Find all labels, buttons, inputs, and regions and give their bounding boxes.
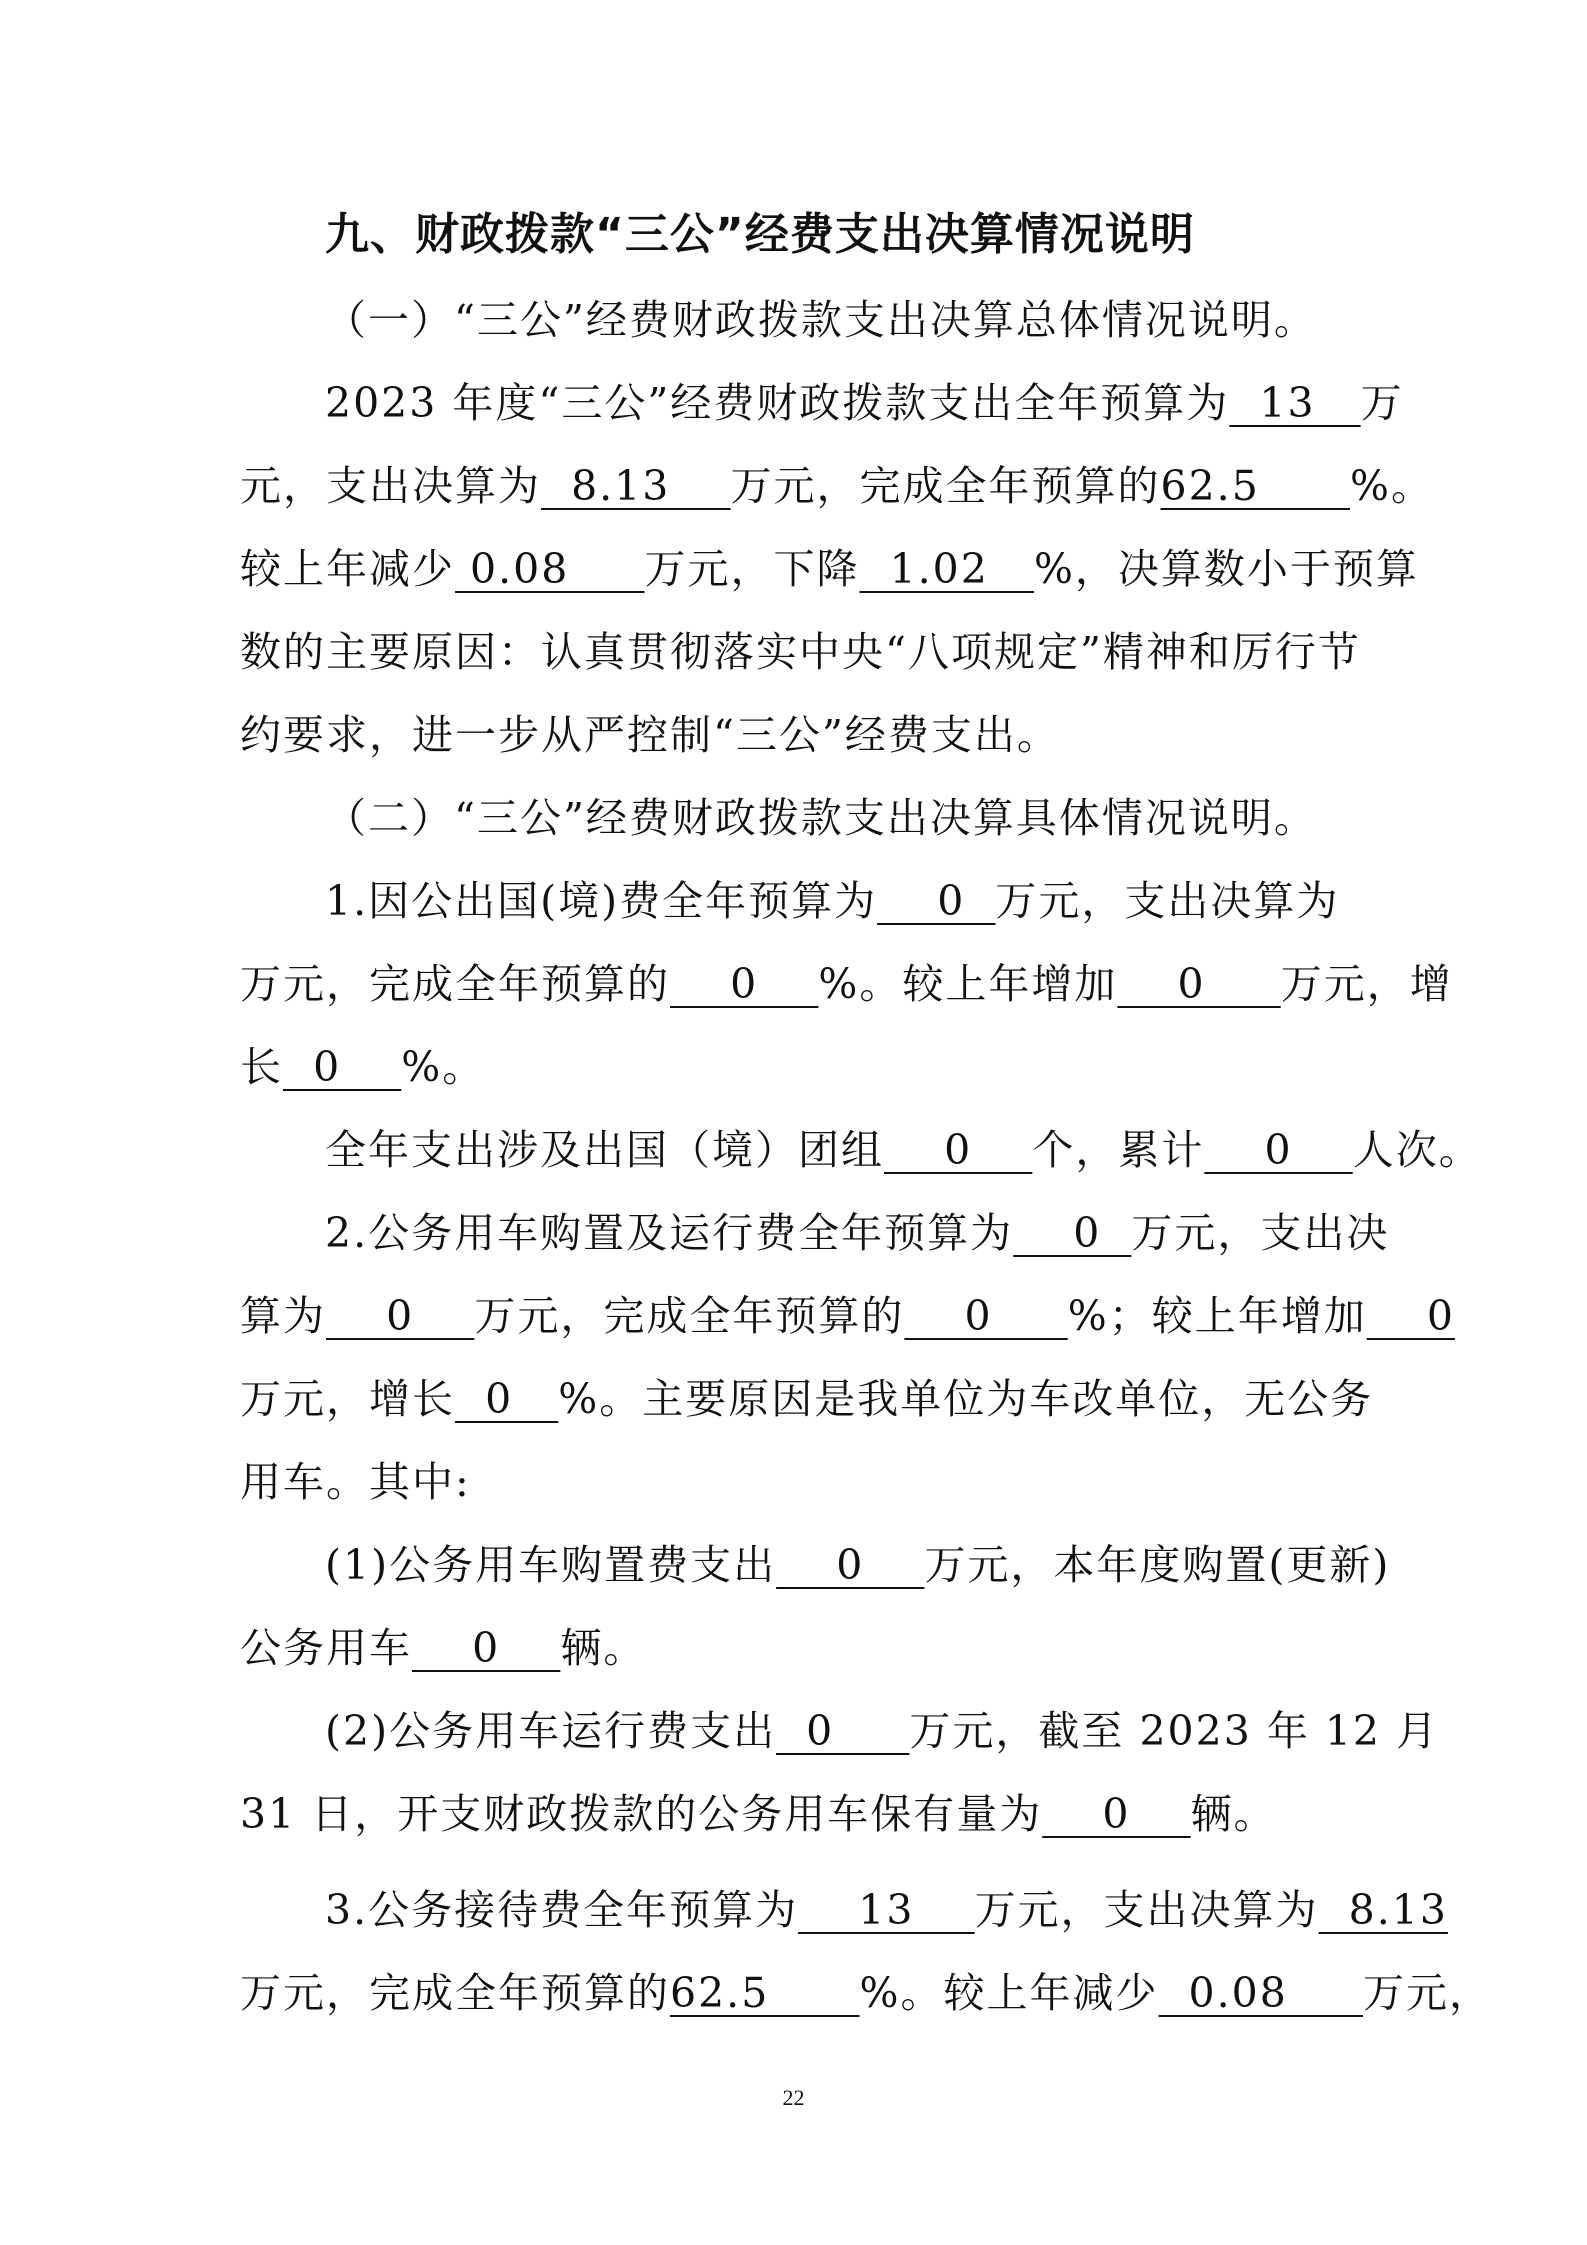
operating-cost: 0 bbox=[776, 1707, 910, 1755]
paragraph-line: (1)公务用车购置费支出 0 万元，本年度购置(更新) bbox=[325, 1541, 1391, 1589]
paragraph-line: 2023 年度“三公”经费财政拨款支出全年预算为 13 万 bbox=[325, 379, 1404, 427]
reception-spent: 8.13 bbox=[1318, 1886, 1448, 1934]
vehicle-spent: 0 bbox=[326, 1292, 475, 1340]
travel-increase: 0 bbox=[1117, 960, 1281, 1008]
vehicle-growth: 0 bbox=[455, 1375, 559, 1423]
vehicle-holdings: 0 bbox=[1042, 1790, 1191, 1838]
reception-decrease: 0.08 bbox=[1158, 1969, 1363, 2017]
travel-growth: 0 bbox=[283, 1043, 402, 1091]
paragraph-line: 元，支出决算为 8.13 万元，完成全年预算的62.5 %。 bbox=[240, 462, 1434, 510]
paragraph-line: 2.公务用车购置及运行费全年预算为 0 万元，支出决 bbox=[325, 1209, 1390, 1257]
paragraph-line: 31 日，开支财政拨款的公务用车保有量为 0 辆。 bbox=[240, 1790, 1277, 1838]
paragraph-line: 长 0 %。 bbox=[240, 1043, 486, 1091]
paragraph-line: 全年支出涉及出国（境）团组 0 个，累计 0 人次。 bbox=[325, 1126, 1482, 1174]
travel-pct: 0 bbox=[670, 960, 819, 1008]
group-count: 0 bbox=[884, 1126, 1033, 1174]
spent-value: 8.13 bbox=[541, 462, 731, 510]
paragraph-line: 公务用车 0 辆。 bbox=[240, 1624, 647, 1672]
decline-pct: 1.02 bbox=[859, 545, 1034, 593]
person-count: 0 bbox=[1204, 1126, 1353, 1174]
vehicle-increase: 0 bbox=[1366, 1292, 1455, 1340]
reception-budget: 13 bbox=[798, 1886, 975, 1934]
paragraph-line: 用车。其中: bbox=[240, 1458, 471, 1506]
subsection-title-overall: （一）“三公”经费财政拨款支出决算总体情况说明。 bbox=[325, 296, 1317, 344]
paragraph-line: 较上年减少 0.08 万元，下降 1.02 %，决算数小于预算 bbox=[240, 545, 1419, 593]
travel-budget: 0 bbox=[877, 877, 996, 925]
vehicle-budget: 0 bbox=[1013, 1209, 1132, 1257]
paragraph-line: 约要求，进一步从严控制“三公”经费支出。 bbox=[240, 711, 1060, 759]
completion-pct: 62.5 bbox=[1160, 462, 1350, 510]
paragraph-line: 3.公务接待费全年预算为 13 万元，支出决算为 8.13 bbox=[325, 1886, 1448, 1934]
paragraph-line: 万元，增长 0 %。主要原因是我单位为车改单位，无公务 bbox=[240, 1375, 1374, 1423]
paragraph-line: 万元，完成全年预算的62.5 %。较上年减少 0.08 万元， bbox=[240, 1969, 1492, 2017]
page-number: 22 bbox=[782, 2085, 805, 2110]
budget-value: 13 bbox=[1229, 379, 1361, 427]
paragraph-line: 数的主要原因：认真贯彻落实中央“八项规定”精神和厉行节 bbox=[240, 628, 1361, 676]
paragraph-line: 1.因公出国(境)费全年预算为 0 万元，支出决算为 bbox=[325, 877, 1340, 925]
subsection-title-detail: （二）“三公”经费财政拨款支出决算具体情况说明。 bbox=[325, 794, 1317, 842]
purchase-count: 0 bbox=[412, 1624, 561, 1672]
purchase-cost: 0 bbox=[776, 1541, 925, 1589]
reception-pct: 62.5 bbox=[670, 1969, 860, 2017]
decrease-value: 0.08 bbox=[455, 545, 645, 593]
paragraph-line: (2)公务用车运行费支出 0 万元，截至 2023 年 12 月 bbox=[325, 1707, 1440, 1755]
paragraph-line: 算为 0 万元，完成全年预算的 0 %；较上年增加 0 bbox=[240, 1292, 1455, 1340]
paragraph-line: 万元，完成全年预算的 0 %。较上年增加 0 万元，增 bbox=[240, 960, 1453, 1008]
section-heading: 九、财政拨款“三公”经费支出决算情况说明 bbox=[325, 209, 1195, 260]
vehicle-pct: 0 bbox=[904, 1292, 1068, 1340]
